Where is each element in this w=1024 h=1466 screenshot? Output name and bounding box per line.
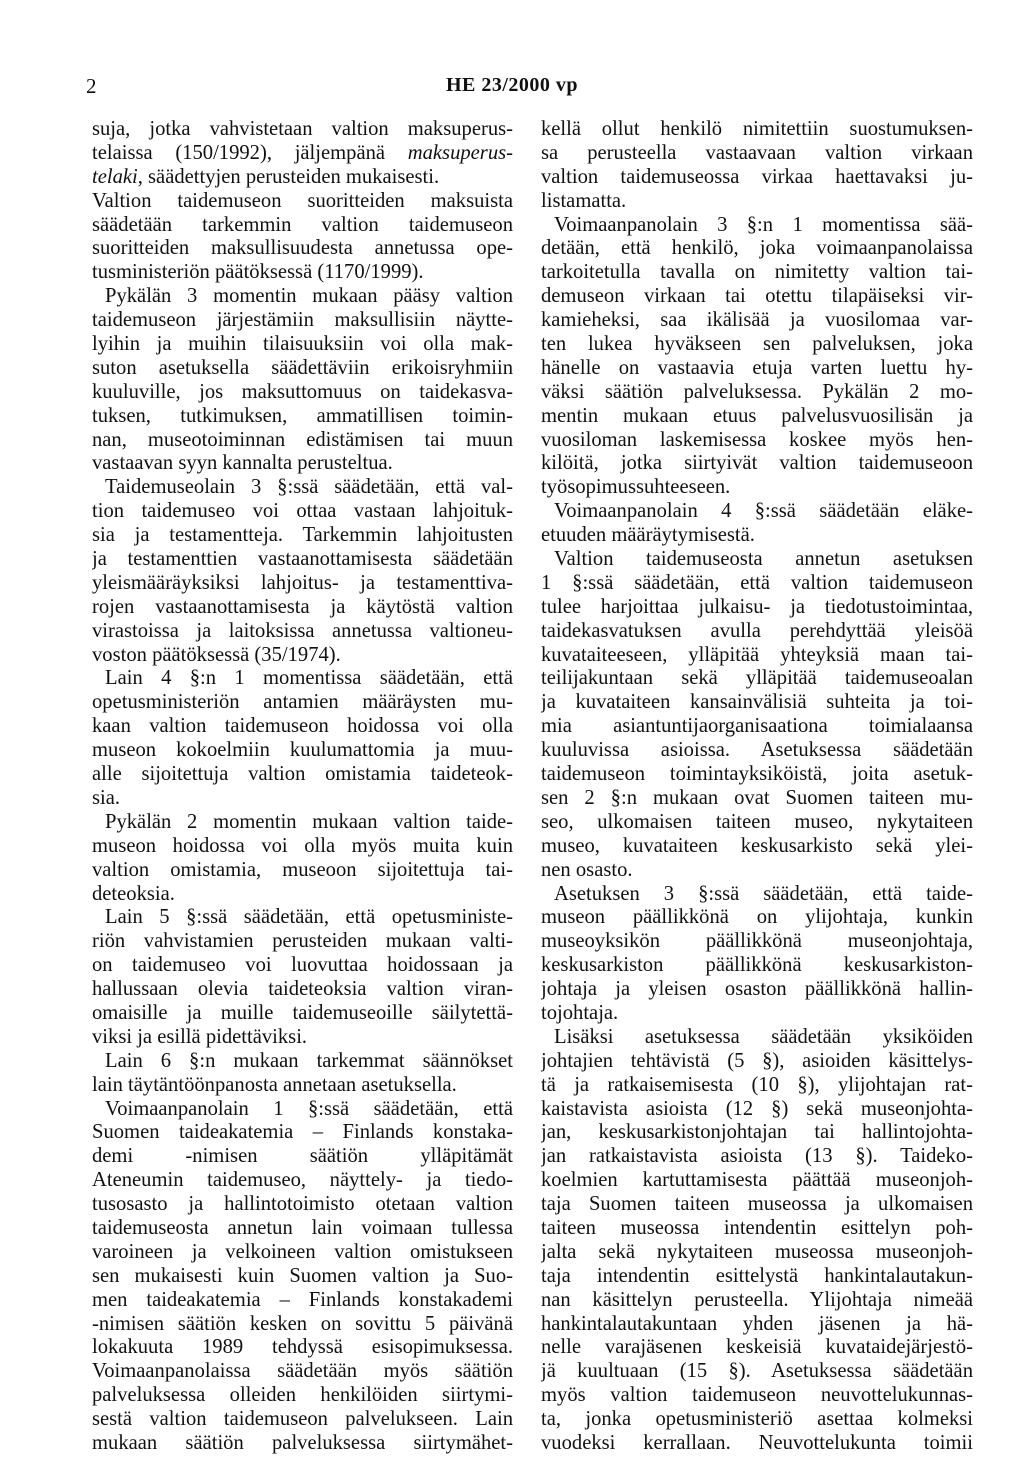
text-line	[541, 1002, 973, 1026]
text-fragment: taja Suomen taiteen museossa ja ulkomaisen	[541, 1193, 973, 1216]
text-fragment: valtion taidemuseossa virkaa haettavaksi ju-	[541, 165, 973, 188]
text-line	[541, 930, 973, 954]
text-fragment: lokakuuta 1989 tehdyssä esisopimuksessa.	[92, 1336, 513, 1359]
text-fragment: Voimaanpanolain 4 §:ssä säädetään eläke-	[554, 500, 973, 523]
text-fragment: suja, jotka vahvistetaan valtion maksuperus-	[92, 118, 513, 140]
text-fragment: tuksen, tutkimuksen, ammatillisen toimin-	[92, 404, 513, 427]
text-line	[92, 429, 513, 453]
text-line	[92, 1360, 513, 1384]
text-line	[92, 954, 513, 978]
text-fragment: jä kuultuaan (15 §). Asetuksessa säädetään	[541, 1360, 973, 1383]
text-fragment: opetusministeriön antamien määräysten mu-	[92, 691, 513, 714]
text-line	[92, 1121, 513, 1145]
text-line	[92, 1050, 513, 1074]
text-fragment: Voimaanpanolain 1 §:ssä säädetään, että	[105, 1097, 513, 1120]
text-line	[92, 572, 513, 596]
text-line	[92, 644, 513, 668]
text-fragment: museon hoidossa voi olla myös muita kuin	[92, 834, 513, 857]
text-line	[92, 1169, 513, 1193]
text-fragment: museon päällikkönä on ylijohtaja, kunkin	[541, 906, 973, 929]
text-line	[541, 644, 973, 668]
text-fragment: ja kuvataiteen kansainvälisiä suhteita ja toi-	[541, 691, 973, 714]
text-fragment: deteoksia.	[92, 882, 175, 905]
text-line	[92, 1002, 513, 1026]
right-text-column	[541, 118, 973, 1456]
text-line	[92, 1145, 513, 1169]
text-fragment: myös valtion taidemuseon neuvottelukunnas-	[541, 1384, 973, 1407]
text-fragment: men taideakatemia – Finlands konstakademi	[92, 1288, 513, 1311]
text-fragment: telaissa (150/1992), jäljempänä	[92, 141, 408, 164]
text-line	[541, 620, 973, 644]
text-fragment: kaistavista asioista (12 §) sekä museonjohta-	[541, 1097, 973, 1120]
text-fragment: tojohtaja.	[541, 1001, 619, 1024]
italic-term: telaki	[92, 165, 138, 188]
text-fragment: virastoissa ja laitoksissa annetussa valtioneu-	[92, 619, 513, 642]
text-fragment: palveluksessa olleiden henkilöiden siirtymi-	[92, 1384, 513, 1407]
text-line	[92, 190, 513, 214]
text-line	[541, 715, 973, 739]
text-fragment: listamatta.	[541, 189, 627, 212]
text-fragment: , säädettyjen perusteiden mukaisesti.	[137, 165, 440, 188]
text-line	[92, 1313, 513, 1337]
text-line	[541, 1050, 973, 1074]
text-line	[541, 309, 973, 333]
text-line	[92, 596, 513, 620]
document-id: HE 23/2000 vp	[445, 74, 579, 96]
text-fragment: sen mukaisesti kuin Suomen valtion ja Suo-	[92, 1264, 513, 1287]
text-fragment: taiteen museossa intendentin esittelyn poh-	[541, 1216, 973, 1239]
text-fragment: lain täytäntöönpanosta annetaan asetuksella.	[92, 1073, 457, 1096]
text-fragment: hankintalautakuntaan yhden jäsenen ja hä-	[541, 1312, 973, 1335]
text-fragment: suoritteiden maksullisuudesta annetussa ope-	[92, 237, 513, 260]
text-line	[92, 1026, 513, 1050]
text-fragment: Taidemuseolain 3 §:ssä säädetään, että val-	[105, 476, 513, 499]
text-line	[92, 715, 513, 739]
text-fragment: taja intendentin esittelystä hankintalautakun-	[541, 1264, 973, 1287]
text-line	[92, 787, 513, 811]
text-fragment: Voimaanpanolaissa säädetään myös säätiön	[92, 1360, 513, 1383]
text-line	[541, 667, 973, 691]
text-line	[541, 1217, 973, 1241]
text-fragment: rojen vastaanottamisesta ja käytöstä valtion	[92, 595, 513, 618]
text-fragment: hallussaan olevia taideteoksia valtion viran-	[92, 978, 513, 1001]
text-fragment: yleismääräyksiksi lahjoitus- ja testamenttiva-	[92, 571, 513, 594]
text-fragment: nen osasto.	[541, 858, 633, 881]
text-line	[541, 524, 973, 548]
text-fragment: teilijakuntaan sekä ylläpitää taidemuseoalan	[541, 667, 973, 690]
text-fragment: kuvataiteeseen, ylläpitää yhteyksiä maan tai-	[541, 643, 973, 666]
text-line	[92, 261, 513, 285]
text-fragment: hänelle on vastaavia etuja varten luettu hy-	[541, 356, 973, 379]
text-fragment: jalta sekä nykytaiteen museossa museonjoh-	[541, 1240, 973, 1263]
text-line	[92, 1289, 513, 1313]
page-header	[0, 74, 1024, 106]
text-line	[92, 166, 513, 190]
text-line	[541, 285, 973, 309]
text-fragment: sen 2 §:n mukaan ovat Suomen taiteen mu-	[541, 786, 973, 809]
text-fragment: suton asetuksella säädettäviin erikoisryhmiin	[92, 356, 513, 379]
text-line	[92, 500, 513, 524]
left-text-column	[92, 118, 513, 1456]
text-line	[92, 1408, 513, 1432]
text-fragment: museon kokoelmiin kuulumattomia ja muu-	[92, 739, 513, 762]
text-line	[541, 763, 973, 787]
text-line	[92, 1074, 513, 1098]
text-fragment: tion taidemuseo voi ottaa vastaan lahjoituk-	[92, 500, 513, 523]
text-fragment: Ateneumin taidemuseo, näyttely- ja tiedo-	[92, 1169, 513, 1192]
text-fragment: Valtion taidemuseosta annetun asetuksen	[554, 548, 973, 571]
text-line	[541, 405, 973, 429]
text-fragment: kilöitä, jotka siirtyivät valtion taidemuseoon	[541, 452, 973, 475]
text-fragment: valtion omistamia, museoon sijoitettuja tai-	[92, 858, 513, 881]
text-line	[92, 357, 513, 381]
text-line	[92, 524, 513, 548]
text-line	[541, 1169, 973, 1193]
text-fragment: demi -nimisen säätiön ylläpitämät	[92, 1145, 513, 1168]
text-line	[92, 739, 513, 763]
text-line	[541, 954, 973, 978]
text-line	[92, 381, 513, 405]
text-line	[541, 1384, 973, 1408]
text-fragment: sia.	[92, 786, 121, 809]
text-fragment: koelmien kartuttamisesta päättää museonjoh-	[541, 1169, 973, 1192]
text-line	[541, 835, 973, 859]
text-fragment: jan, keskusarkistonjohtajan tai hallintojohta-	[541, 1121, 973, 1144]
text-line	[92, 691, 513, 715]
text-line	[92, 1241, 513, 1265]
text-line	[92, 620, 513, 644]
text-line	[92, 978, 513, 1002]
text-fragment: mia asiantuntijaorganisaationa toimialaansa	[541, 715, 973, 738]
text-fragment: museoyksikön päällikkönä museonjohtaja,	[541, 930, 973, 953]
text-line	[541, 1241, 973, 1265]
text-fragment: vuodeksi kerrallaan. Neuvottelukunta toimii	[541, 1431, 973, 1454]
text-fragment: Asetuksen 3 §:ssä säädetään, että taide-	[554, 882, 973, 905]
text-line	[92, 835, 513, 859]
text-fragment: tusministeriön päätöksessä (1170/1999).	[92, 261, 424, 284]
text-fragment: -nimisen säätiön kesken on sovittu 5 päivänä	[92, 1312, 513, 1335]
text-fragment: ta, jonka opetusministeriö asettaa kolmeksi	[541, 1408, 973, 1431]
text-fragment: mukaan säätiön palveluksessa siirtymähet-	[92, 1431, 513, 1454]
text-fragment: Lisäksi asetuksessa säädetään yksiköiden	[554, 1025, 973, 1048]
text-fragment: nelle varajäsenen keskeisiä kuvataidejärjestö-	[541, 1336, 973, 1359]
text-line	[541, 214, 973, 238]
text-line	[541, 1432, 973, 1456]
text-fragment: tä ja ratkaisemisesta (10 §), ylijohtajan rat-	[541, 1073, 973, 1096]
text-fragment: tarkoitetulla tavalla on nimitetty valtion tai-	[541, 261, 973, 284]
text-fragment: 1 §:ssä säädetään, että valtion taidemuseon	[541, 571, 973, 594]
text-fragment: kaan valtion taidemuseon hoidossa voi olla	[92, 715, 513, 738]
text-line	[92, 1193, 513, 1217]
text-fragment: tusosasto ja hallintotoimisto otetaan valtion	[92, 1193, 513, 1216]
text-line	[92, 476, 513, 500]
text-fragment: kamieheksi, saa ikälisää ja vuosilomaa var-	[541, 309, 973, 332]
text-line	[92, 452, 513, 476]
text-line	[541, 190, 973, 214]
text-line	[541, 166, 973, 190]
text-fragment: sia ja testamentteja. Tarkemmin lahjoitusten	[92, 524, 513, 547]
text-line	[541, 978, 973, 1002]
text-fragment: museo, kuvataiteen keskusarkisto sekä ylei-	[541, 834, 973, 857]
text-fragment: väksi säätiön palveluksessa. Pykälän 2 mo-	[541, 380, 973, 403]
text-fragment: taidekasvatuksen avulla perehdyttää yleisöä	[541, 619, 973, 642]
text-fragment: Suomen taideakatemia – Finlands konstaka-	[92, 1121, 513, 1144]
text-line	[92, 1265, 513, 1289]
text-line	[541, 1145, 973, 1169]
text-line	[541, 237, 973, 261]
text-fragment: sa perusteella vastaavaan valtion virkaan	[541, 141, 973, 164]
text-fragment: riön vahvistamien perusteiden mukaan valti-	[92, 930, 513, 953]
text-fragment: johtaja ja yleisen osaston päällikkönä hallin-	[541, 978, 973, 1001]
text-fragment: Valtion taidemuseon suoritteiden maksuista	[92, 189, 513, 212]
text-fragment: seo, ulkomaisen taiteen museo, nykytaiteen	[541, 810, 973, 833]
text-line	[541, 1313, 973, 1337]
text-line	[92, 1098, 513, 1122]
text-line	[541, 1098, 973, 1122]
text-fragment: Pykälän 3 momentin mukaan pääsy valtion	[105, 285, 513, 308]
text-fragment: kellä ollut henkilö nimitettiin suostumuksen-	[541, 118, 973, 140]
text-fragment: ja testamenttien vastaanottamisesta säädetään	[92, 548, 513, 571]
text-fragment: kuuluvissa asioissa. Asetuksessa säädetään	[541, 739, 973, 762]
text-line	[541, 691, 973, 715]
text-fragment: alle sijoitettuja valtion omistamia taideteok-	[92, 763, 513, 786]
text-fragment: taidemuseosta annetun lain voimaan tullessa	[92, 1216, 513, 1239]
text-line	[92, 1336, 513, 1360]
text-line	[92, 405, 513, 429]
text-line	[92, 285, 513, 309]
text-line	[92, 930, 513, 954]
text-fragment: detään, että henkilö, joka voimaanpanolaissa	[541, 237, 973, 260]
text-line	[92, 667, 513, 691]
text-line	[92, 906, 513, 930]
text-line	[92, 214, 513, 238]
text-line	[541, 142, 973, 166]
text-line	[541, 476, 973, 500]
text-fragment: tulee harjoittaa julkaisu- ja tiedotustoimintaa,	[541, 595, 973, 618]
text-line	[92, 548, 513, 572]
text-line	[541, 1121, 973, 1145]
text-line	[92, 811, 513, 835]
text-fragment: Voimaanpanolain 3 §:n 1 momentissa sää-	[554, 213, 973, 236]
text-fragment: varoineen ja velkoineen valtion omistukseen	[92, 1240, 513, 1263]
text-line	[92, 1432, 513, 1456]
text-line	[92, 1384, 513, 1408]
text-line	[541, 1265, 973, 1289]
text-line	[92, 1217, 513, 1241]
text-line	[92, 763, 513, 787]
text-line	[541, 883, 973, 907]
text-fragment: etuuden määräytymisestä.	[541, 524, 755, 547]
text-fragment: omaisille ja muille taidemuseoille säilytettä-	[92, 1001, 513, 1024]
text-fragment: keskusarkiston päällikkönä keskusarkiston-	[541, 954, 973, 977]
text-fragment: demuseon virkaan tai otettu tilapäiseksi vir-	[541, 285, 973, 308]
text-line	[541, 548, 973, 572]
text-fragment: Lain 5 §:ssä säädetään, että opetusministe-	[105, 906, 513, 929]
text-fragment: säädetään tarkemmin valtion taidemuseon	[92, 213, 513, 236]
text-fragment: Pykälän 2 momentin mukaan valtion taide-	[105, 810, 513, 833]
text-fragment: sestä valtion taidemuseon palvelukseen. Lain	[92, 1408, 513, 1431]
text-line	[541, 1074, 973, 1098]
text-line	[541, 1289, 973, 1313]
text-fragment: vuosiloman laskemisessa koskee myös hen-	[541, 428, 973, 451]
text-line	[92, 883, 513, 907]
text-line	[541, 357, 973, 381]
text-fragment: Lain 6 §:n mukaan tarkemmat säännökset	[105, 1049, 513, 1072]
text-fragment: viksi ja esillä pidettäviksi.	[92, 1025, 308, 1048]
text-fragment: nan, museotoiminnan edistämisen tai muun	[92, 428, 513, 451]
text-fragment: ten lukea hyväkseen sen palveluksen, joka	[541, 333, 973, 356]
text-fragment: voston päätöksessä (35/1974).	[92, 643, 341, 666]
italic-term: maksuperus-	[407, 141, 513, 164]
text-line	[541, 596, 973, 620]
text-line	[541, 739, 973, 763]
text-line	[541, 811, 973, 835]
text-line	[541, 1360, 973, 1384]
text-line	[92, 859, 513, 883]
text-fragment: taidemuseon toimintayksiköistä, joita asetuk-	[541, 763, 973, 786]
text-line	[541, 333, 973, 357]
text-line	[541, 452, 973, 476]
text-line	[541, 572, 973, 596]
text-fragment: lyihin ja muihin tilaisuuksiin voi olla mak-	[92, 333, 513, 356]
text-line	[92, 237, 513, 261]
text-fragment: jan ratkaistavista asioista (13 §). Taideko-	[541, 1145, 973, 1168]
text-line	[541, 261, 973, 285]
text-line	[541, 859, 973, 883]
text-line	[541, 118, 973, 142]
text-line	[541, 381, 973, 405]
page-number: 2	[86, 74, 97, 98]
text-line	[541, 787, 973, 811]
text-line	[541, 500, 973, 524]
text-line	[541, 1408, 973, 1432]
text-fragment: johtajien tehtävistä (5 §), asioiden käsittelys-	[541, 1049, 973, 1072]
text-line	[92, 142, 513, 166]
text-fragment: Lain 4 §:n 1 momentissa säädetään, että	[105, 667, 513, 690]
text-fragment: työsopimussuhteeseen.	[541, 476, 731, 499]
text-line	[92, 118, 513, 142]
text-line	[541, 1026, 973, 1050]
text-fragment: vastaavan syyn kannalta perusteltua.	[92, 452, 393, 475]
text-fragment: taidemuseon järjestämiin maksullisiin näytte-	[92, 309, 513, 332]
text-line	[541, 429, 973, 453]
text-fragment: mentin mukaan etuus palvelusvuosilisän ja	[541, 404, 973, 427]
text-line	[92, 309, 513, 333]
text-line	[541, 1336, 973, 1360]
text-fragment: kuuluville, jos maksuttomuus on taidekasva-	[92, 380, 513, 403]
text-fragment: nan käsittelyn perusteella. Ylijohtaja nimeää	[541, 1288, 973, 1311]
text-line	[541, 1193, 973, 1217]
text-line	[92, 333, 513, 357]
text-fragment: on taidemuseo voi luovuttaa hoidossaan ja	[92, 954, 513, 977]
text-line	[541, 906, 973, 930]
